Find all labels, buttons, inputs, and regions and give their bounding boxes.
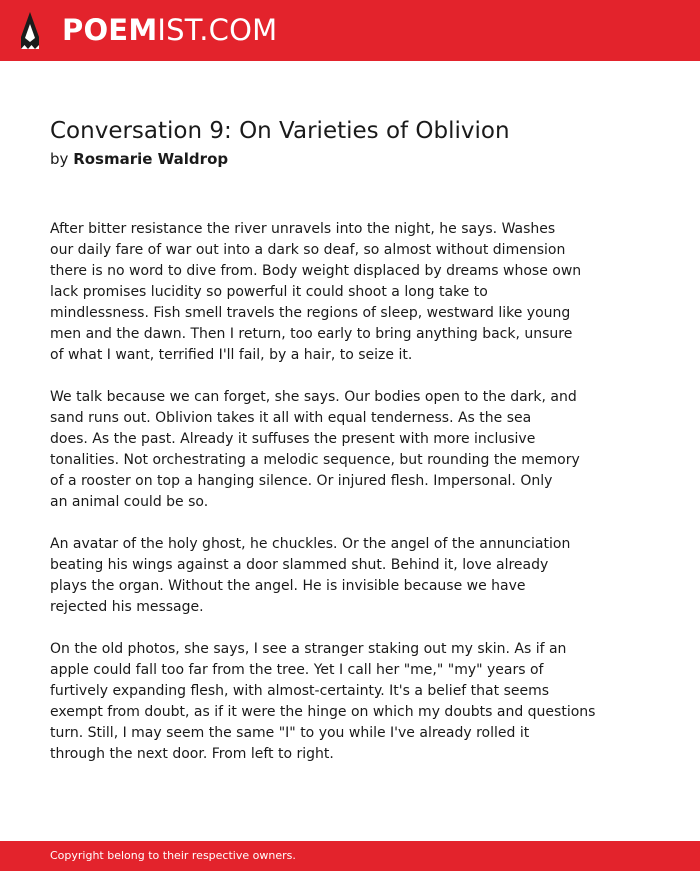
- poem-line: rejected his message.: [50, 599, 204, 615]
- poem-line: of what I want, terrified I'll fail, by a hair, to seize it.: [50, 347, 413, 363]
- site-header: [0, 0, 700, 61]
- poem-line: our daily fare of war out into a dark so deaf, so almost without dimension: [50, 242, 566, 258]
- logo-light-text: IST.COM: [157, 13, 278, 47]
- poem-line: We talk because we can forget, she says. Our bodies open to the dark, and: [50, 389, 577, 405]
- pencil-tip-icon[interactable]: [18, 11, 42, 51]
- poem-line: there is no word to dive from. Body weight displaced by dreams whose own: [50, 263, 582, 279]
- poem-line: men and the dawn. Then I return, too early to bring anything back, unsure: [50, 326, 573, 342]
- byline: [50, 149, 228, 169]
- poem-line: After bitter resistance the river unravels into the night, he says. Washes: [50, 221, 556, 237]
- stanza-4: [50, 639, 650, 765]
- poem-line: mindlessness. Fish smell travels the regions of sleep, westward like young: [50, 305, 571, 321]
- poem-line: An avatar of the holy ghost, he chuckles. Or the angel of the annunciation: [50, 536, 571, 552]
- poem-line: does. As the past. Already it suffuses the present with more inclusive: [50, 431, 536, 447]
- poem-title: Conversation 9: On Varieties of Oblivion: [50, 118, 510, 144]
- poem-line: On the old photos, she says, I see a stranger staking out my skin. As if an: [50, 641, 567, 657]
- site-footer: [0, 841, 700, 871]
- poem-line: through the next door. From left to right.: [50, 746, 334, 762]
- poem-line: beating his wings against a door slammed shut. Behind it, love already: [50, 557, 549, 573]
- site-logo[interactable]: [62, 12, 277, 48]
- poem-line: tonalities. Not orchestrating a melodic sequence, but rounding the memory: [50, 452, 580, 468]
- stanza-2: [50, 387, 650, 513]
- poem-line: apple could fall too far from the tree. Yet I call her "me," "my" years of: [50, 662, 544, 678]
- stanza-3: [50, 534, 650, 618]
- copyright-notice: Copyright belong to their respective owners.: [50, 849, 296, 862]
- poem-line: an animal could be so.: [50, 494, 209, 510]
- author-name: Rosmarie Waldrop: [73, 150, 229, 168]
- poem-line: turn. Still, I may seem the same "I" to you while I've already rolled it: [50, 725, 530, 741]
- by-label: by: [50, 150, 69, 168]
- poem-line: plays the organ. Without the angel. He is invisible because we have: [50, 578, 526, 594]
- poem-line: furtively expanding flesh, with almost-certainty. It's a belief that seems: [50, 683, 550, 699]
- poem-body: [50, 219, 650, 786]
- stanza-1: [50, 219, 650, 366]
- logo-bold-text: POEM: [62, 13, 158, 47]
- poem-line: sand runs out. Oblivion takes it all with equal tenderness. As the sea: [50, 410, 532, 426]
- poem-line: of a rooster on top a hanging silence. Or injured flesh. Impersonal. Only: [50, 473, 553, 489]
- poem-line: exempt from doubt, as if it were the hinge on which my doubts and questions: [50, 704, 596, 720]
- poem-line: lack promises lucidity so powerful it could shoot a long take to: [50, 284, 488, 300]
